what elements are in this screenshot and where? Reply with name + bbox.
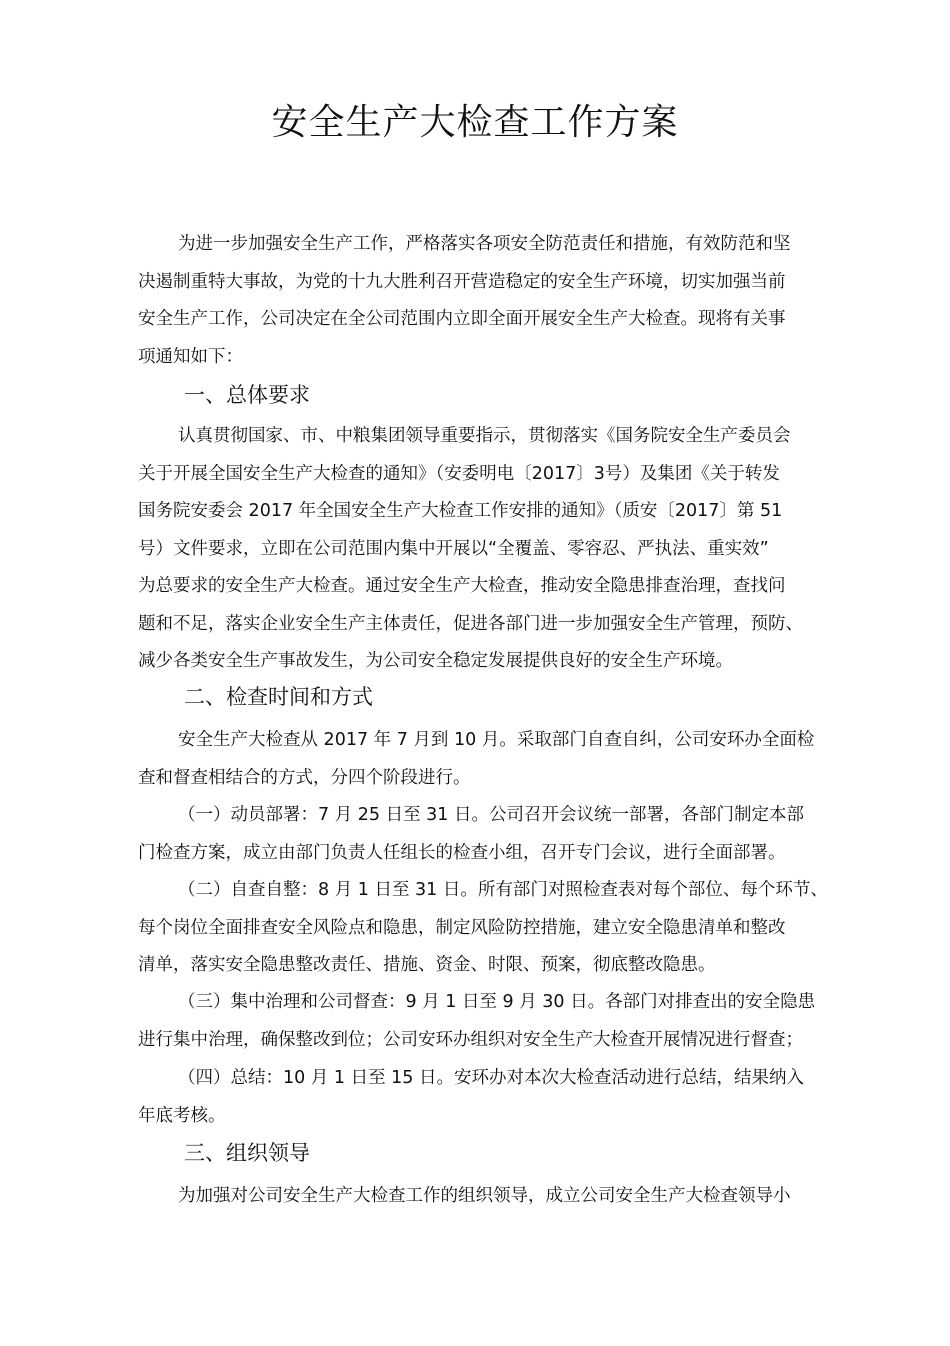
- section-inspection-time: [138, 677, 828, 717]
- phase-centralized-governance: [138, 984, 828, 1059]
- paragraph-line: （二）自查自整：8 月 1 日至 31 日。所有部门对照检查表对每个部位、每个环节、: [178, 880, 828, 900]
- paragraph-line: （三）集中治理和公司督查：9 月 1 日至 9 月 30 日。各部门对排查出的安全隐患: [178, 992, 816, 1012]
- section-3-paragraph: [138, 1178, 828, 1216]
- paragraph-line: （一）动员部署：7 月 25 日至 31 日。公司召开会议统一部署，各部门制定本部: [178, 805, 804, 825]
- paragraph-line: 安全生产大检查从 2017 年 7 月到 10 月。采取部门自查自纠，公司安环办全面检: [178, 730, 815, 750]
- section-organization: [138, 1133, 828, 1173]
- section-general-requirements: [138, 375, 828, 415]
- intro-line: 项通知如下：: [138, 346, 243, 367]
- paragraph-line: 关于开展全国安全生产大检查的通知》（安委明电〔2017〕3号）及集团《关于转发: [138, 463, 780, 484]
- paragraph-line: 查和督查相结合的方式，分四个阶段进行。: [138, 767, 471, 788]
- phase-mobilization: [138, 797, 828, 872]
- intro-line: 安全生产工作，公司决定在全公司范围内立即全面开展安全生产大检查。现将有关事: [138, 309, 786, 329]
- paragraph-line: 年底考核。: [138, 1105, 226, 1126]
- paragraph-line: （四）总结：10 月 1 日至 15 日。安环办对本次大检查活动进行总结，结果纳入: [178, 1068, 804, 1088]
- paragraph-line: 为总要求的安全生产大检查。通过安全生产大检查，推动安全隐患排查治理，查找问: [138, 576, 786, 596]
- paragraph-line: 号）文件要求，立即在公司范围内集中开展以“全覆盖、零容忍、严执法、重实效”: [138, 538, 769, 559]
- intro-paragraph: [138, 226, 828, 376]
- intro-line: 决遏制重特大事故，为党的十九大胜利召开营造稳定的安全生产环境，切实加强当前: [138, 271, 786, 292]
- section-heading: 二、检查时间和方式: [184, 685, 373, 709]
- paragraph-line: 认真贯彻国家、市、中粮集团领导重要指示，贯彻落实《国务院安全生产委员会: [178, 426, 791, 446]
- paragraph-line: 为加强对公司安全生产大检查工作的组织领导，成立公司安全生产大检查领导小: [178, 1186, 791, 1206]
- paragraph-line: 门检查方案，成立由部门负责人任组长的检查小组，召开专门会议，进行全面部署。: [138, 842, 786, 863]
- section-2-paragraph: [138, 722, 828, 797]
- paragraph-line: 减少各类安全生产事故发生，为公司安全稳定发展提供良好的安全生产环境。: [138, 651, 733, 671]
- document-title: 安全生产大检查工作方案: [271, 102, 679, 143]
- paragraph-line: 每个岗位全面排查安全风险点和隐患，制定风险防控措施，建立安全隐患清单和整改: [138, 917, 786, 938]
- section-heading: 三、组织领导: [184, 1141, 310, 1165]
- paragraph-line: 进行集中治理，确保整改到位；公司安环办组织对安全生产大检查开展情况进行督查；: [138, 1029, 803, 1050]
- section-heading: 一、总体要求: [184, 383, 310, 407]
- paragraph-line: 国务院安委会 2017 年全国安全生产大检查工作安排的通知》（质安〔2017〕第 51: [138, 501, 783, 521]
- phase-self-inspection: [138, 872, 828, 985]
- intro-line: 为进一步加强安全生产工作，严格落实各项安全防范责任和措施，有效防范和坚: [178, 234, 791, 254]
- paragraph-line: 清单，落实安全隐患整改责任、措施、资金、时限、预案，彻底整改隐患。: [138, 955, 716, 975]
- paragraph-line: 题和不足，落实企业安全生产主体责任，促进各部门进一步加强安全生产管理，预防、: [138, 613, 803, 634]
- section-1-paragraph: [138, 418, 828, 681]
- phase-summary: [138, 1060, 828, 1135]
